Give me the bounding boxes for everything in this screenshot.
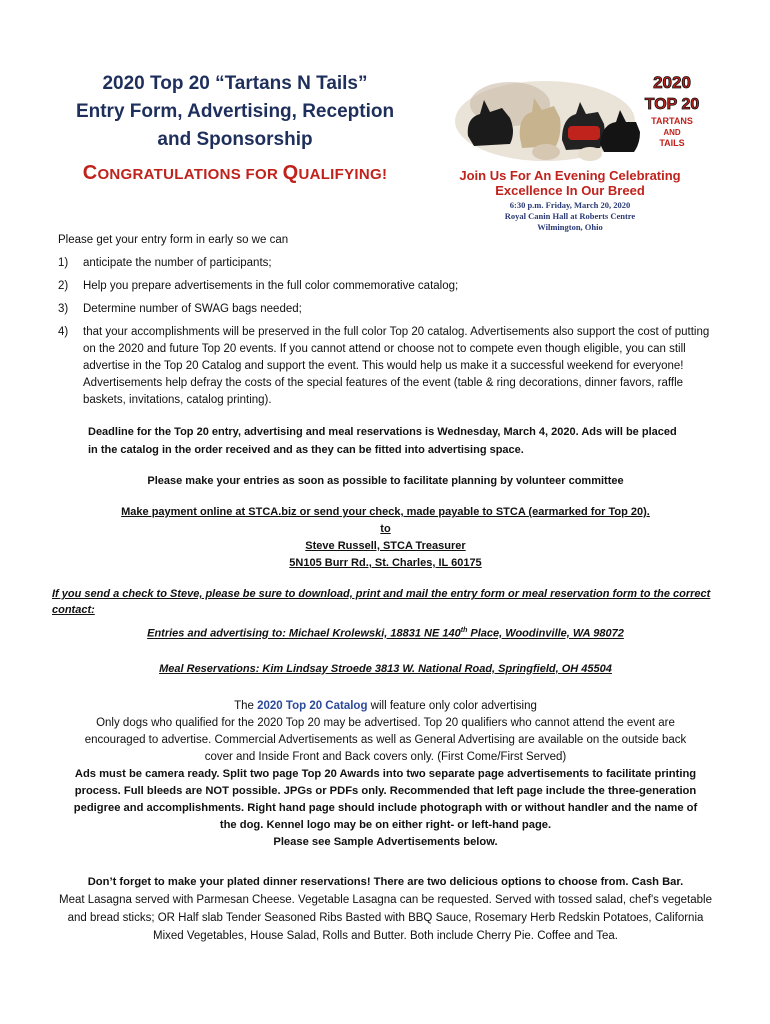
deadline-notice: Deadline for the Top 20 entry, advertising and meal reservations is Wednesday, March 4, 2020. Ads will be placed in the catalog in the order received and as they can be fitted into advertising space. [88,426,677,456]
logo-and: AND [663,128,681,137]
catalog-section [58,698,713,851]
dinner-section [58,873,713,945]
check-note: If you send a check to Steve, please be sure to download, print and mail the entry form or meal reservation form to the correct contact: [52,588,711,616]
catalog-heading: The 2020 Top 20 Catalog will feature only color advertising [234,699,537,712]
list-item: 4) that your accomplishments will be preserved in the full color Top 20 catalog. Advertisements also support the cost of putting on the 2020 and future Top 20 events. If you cannot attend or choose not to compete even though eligible, you can still advertise in the Top 20 Catalog and support the event. This would help us make it a successful weekend for everyone! Advertisements help defray the costs of the special features of the event (table & ring decorations, dinner favors, raffle baskets, invitations, catalog printing). [58,326,710,406]
treasurer-address: 5N105 Burr Rd., St. Charles, IL 60175 [289,557,482,569]
list-item: 2) Help you prepare advertisements in the full color commemorative catalog; [58,280,459,292]
list-item: 3) Determine number of SWAG bags needed; [58,303,302,315]
event-time: 6:30 p.m. Friday, March 20, 2020 [509,200,631,210]
catalog-description: Only dogs who qualified for the 2020 Top 20 may be advertised. Top 20 qualifiers who cannot attend the event are encouraged to advertise. Commercial Advertisements as well as General Advertising are available on the outside back cover and Inside Front and Back covers only. (First Come/First Served) [84,716,687,763]
event-tagline [440,168,700,198]
title-line-2: Entry Form, Advertising, Reception [75,101,395,122]
ad-requirements: Ads must be camera ready. Split two page Top 20 Awards into two separate page advertisements to facilitate printing process. Full bleeds are NOT possible. JPGs or PDFs only. Recommended that left page include the three-generation pedigree and accomplishments. Right hand page should include photograph with or without handler and the name of the dog. Kennel logo may be on either right- or left-hand page. [73,767,698,831]
logo-year: 2020 [653,73,691,92]
document-body [52,232,713,945]
entries-contact: Entries and advertising to: Michael Krolewski, 18831 NE 140th Place, Woodinville, WA 98072 [147,627,624,640]
tagline-line-1: Join Us For An Evening Celebrating [459,168,681,183]
congratulations-heading: CONGRATULATIONS FOR QUALIFYING! [82,162,388,184]
logo-tails: TAILS [659,138,685,148]
payment-instructions: Make payment online at STCA.biz or send your check, made payable to STCA (earmarked for Top 20). [121,506,650,518]
sample-ads-note: Please see Sample Advertisements below. [273,835,498,848]
reasons-list [58,255,713,409]
planning-notice: Please make your entries as soon as possible to facilitate planning by volunteer committee [147,475,624,487]
event-details [440,200,700,233]
intro-text: Please get your entry form in early so we can [58,234,289,246]
scottie-dogs-illustration [450,66,700,166]
title-line-3: and Sponsorship [157,129,313,150]
event-location: Wilmington, Ohio [537,222,603,232]
payment-to: to [380,523,391,535]
logo-tartans: TARTANS [651,116,693,126]
dinner-reminder: Don’t forget to make your plated dinner reservations! There are two delicious options to choose from. Cash Bar. [87,875,684,888]
treasurer-name: Steve Russell, STCA Treasurer [305,540,466,552]
title-line-1: 2020 Top 20 “Tartans N Tails” [102,73,368,94]
dinner-menu: Meat Lasagna served with Parmesan Cheese. Vegetable Lasagna can be requested. Served with tossed salad, chef's vegetable and bread sticks; OR Half slab Tender Seasoned Ribs Basted with BBQ Sauce, Rosemary Herb Redskin Potatoes, California Mixed Vegetables, House Salad, Rolls and Butter. Both include Cherry Pie. Coffee and Tea. [58,893,712,942]
event-venue: Royal Canin Hall at Roberts Centre [504,211,636,221]
meal-contact: Meal Reservations: Kim Lindsay Stroede 3813 W. National Road, Springfield, OH 45504 [159,662,612,675]
payment-info [58,504,713,572]
list-item: 1) anticipate the number of participants; [58,257,272,269]
tagline-line-2: Excellence In Our Breed [495,183,645,198]
title-block [40,70,430,185]
logo-top20: TOP 20 [644,96,700,113]
event-logo [440,66,700,236]
